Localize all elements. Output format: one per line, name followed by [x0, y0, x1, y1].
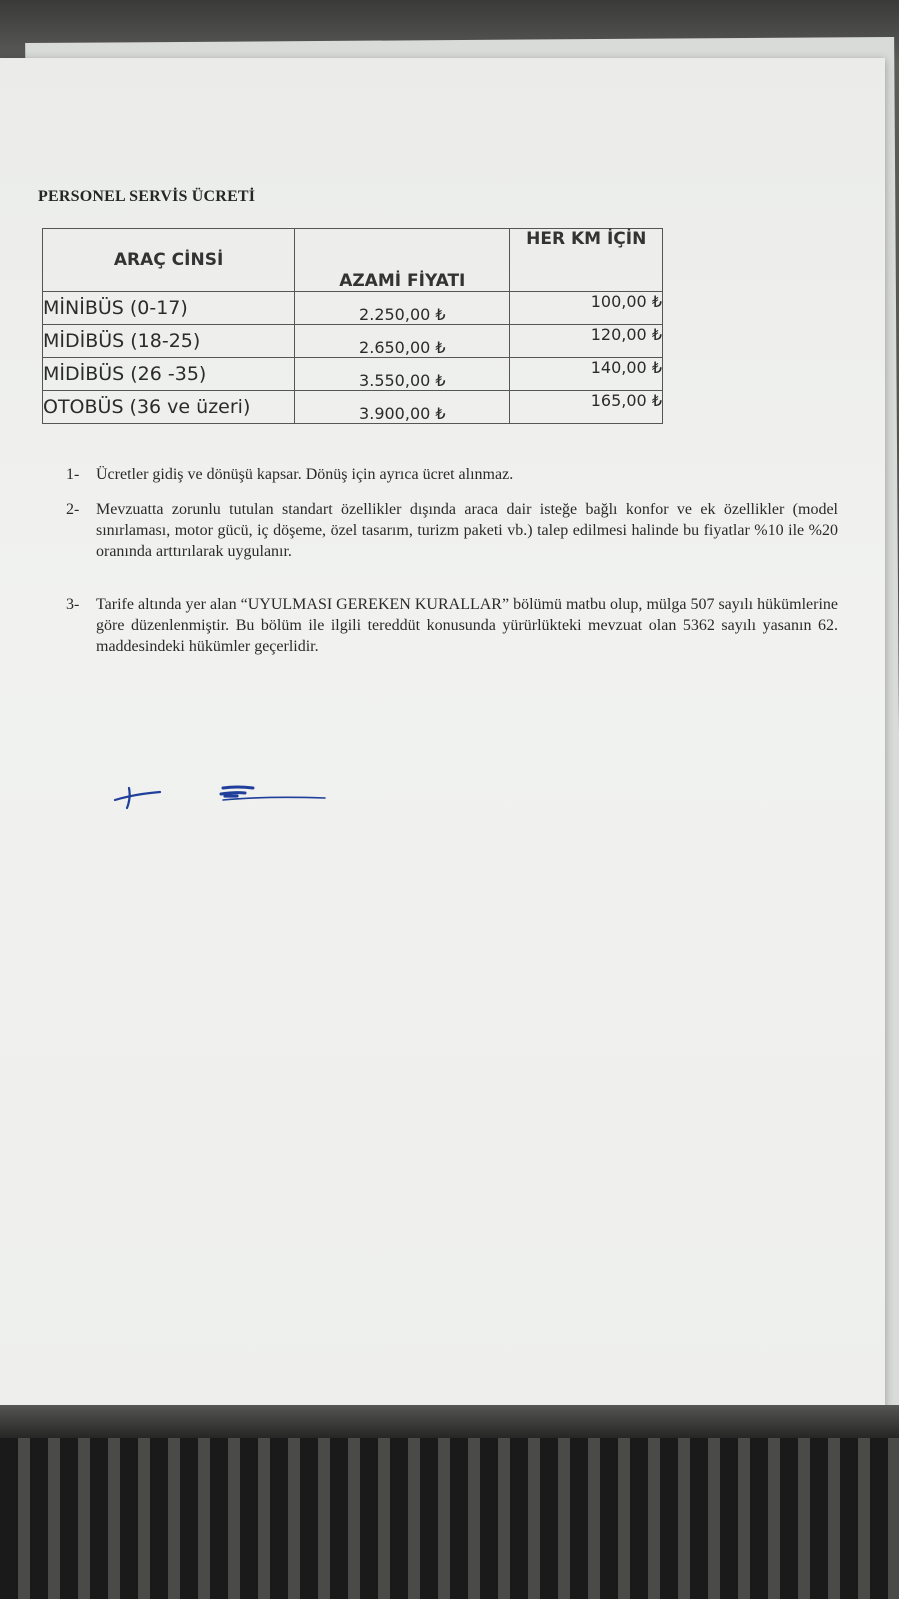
document-page	[0, 58, 885, 1438]
document-heading: PERSONEL SERVİS ÜCRETİ	[38, 188, 256, 205]
note-number: 2-	[66, 501, 80, 518]
header-vehicle-type: ARAÇ CİNSİ	[43, 229, 295, 292]
notes-list	[66, 464, 838, 671]
signature-icon	[105, 776, 345, 816]
device-vents	[0, 1438, 899, 1599]
table-row	[43, 391, 663, 424]
per-km-cell: 165,00 ₺	[510, 391, 663, 424]
vehicle-cell: MİDİBÜS (26 -35)	[43, 358, 295, 391]
per-km-cell: 100,00 ₺	[510, 292, 663, 325]
table-row	[43, 292, 663, 325]
note-text: Tarife altında yer alan “UYULMASI GEREKEN KURALLAR” bölümü matbu olup, mülga 507 sayılı hükümlerine göre düzenlenmiştir. Bu bölüm ile ilgili tereddüt konusunda yürürlükteki mevzuat olan 5362 sayılı yasanın 62. maddesindeki hükümler geçerlidir.	[96, 596, 838, 655]
vehicle-cell: OTOBÜS (36 ve üzeri)	[43, 391, 295, 424]
device-edge	[0, 1405, 899, 1438]
vehicle-cell: MİDİBÜS (18-25)	[43, 325, 295, 358]
note-text: Mevzuatta zorunlu tutulan standart özellikler dışında araca dair isteğe bağlı konfor ve ek özellikler (model sınırlaması, motor gücü, iç döşeme, özel tasarım, turizm paketi vb.) talep edilmesi halinde bu fiyatlar %10 ile %20 oranında arttırılarak uygulanır.	[96, 501, 838, 560]
header-per-km: HER KM İÇİN	[510, 229, 663, 292]
note-number: 1-	[66, 466, 80, 483]
table-row	[43, 325, 663, 358]
table-header-row	[43, 229, 663, 292]
note-number: 3-	[66, 596, 80, 613]
vehicle-cell: MİNİBÜS (0-17)	[43, 292, 295, 325]
per-km-cell: 140,00 ₺	[510, 358, 663, 391]
header-max-price: AZAMİ FİYATI	[295, 229, 510, 292]
list-item	[66, 464, 838, 485]
list-item	[66, 499, 838, 562]
max-price-cell: 2.250,00 ₺	[295, 292, 510, 325]
max-price-cell: 2.650,00 ₺	[295, 325, 510, 358]
tariff-table	[42, 228, 663, 424]
max-price-cell: 3.900,00 ₺	[295, 391, 510, 424]
list-item	[66, 594, 838, 657]
max-price-cell: 3.550,00 ₺	[295, 358, 510, 391]
note-text: Ücretler gidiş ve dönüşü kapsar. Dönüş için ayrıca ücret alınmaz.	[96, 466, 514, 483]
table-row	[43, 358, 663, 391]
per-km-cell: 120,00 ₺	[510, 325, 663, 358]
